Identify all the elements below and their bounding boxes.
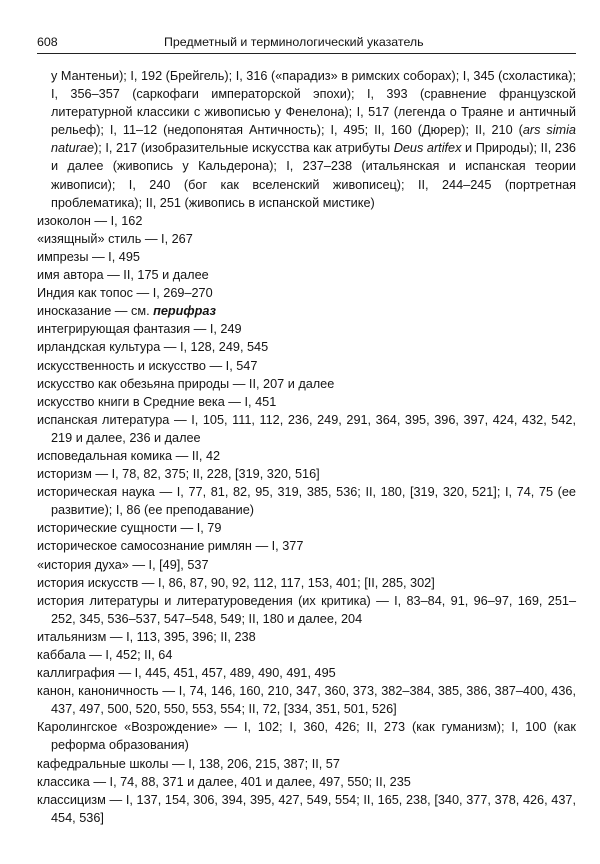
entry-text: испанская литература — I, 105, 111, 112, 236, 249, 291, 364, 395, 396, 397, 424, 432, 542, 219 и далее, 236 и далее: [37, 412, 576, 445]
index-entry-izyashchny-stil: [37, 230, 576, 248]
entry-text: история литературы и литературоведения (их критика) — I, 83–84, 91, 96–97, 169, 251–252, 345, 536–537, 547–548, 549; II, 180 и далее, 204: [37, 593, 576, 626]
entry-text: искусство книги в Средние века — I, 451: [37, 394, 277, 409]
entry-text: искусство как обезьяна природы — II, 207 и далее: [37, 376, 335, 391]
index-entry-istoriya-literatury: [37, 592, 576, 628]
entry-text: исторические сущности — I, 79: [37, 521, 222, 536]
entry-text: у Мантеньи); I, 192 (Брейгель); I, 316 («парадиз» в римских соборах); I, 345 (схоластика); I, 356–357 (саркофаги императорской эпохи); I, 393 (сравнение французской литературной классики с живописью у Фенелона); I, 517 (легенда о Траяне и античный рельеф); I, 11–12 (недопонятая Античность); I, 495; II, 160 (Дюрер); II, 210 (: [51, 69, 576, 138]
page-number: 608: [37, 35, 58, 49]
entry-text: Каролингское «Возрождение» — I, 102; I, 360, 426; II, 273 (как гуманизм); I, 100 (как реформа образования): [37, 720, 576, 753]
index-entry-samosoznanie: [37, 537, 576, 555]
entry-italic-term: Deus artifex: [393, 141, 462, 156]
index-entry-kalligrafiya: [37, 664, 576, 682]
entry-text: Индия как топос — I, 269–270: [37, 286, 213, 301]
entry-text: канон, каноничность — I, 74, 146, 160, 210, 347, 360, 373, 382–384, 385, 386, 387–400, 436, 437, 497, 500, 520, 550, 553, 554; II, 72, [334, 351, 501, 526]: [37, 684, 576, 717]
entry-text: кафедральные школы — I, 138, 206, 215, 387; II, 57: [37, 756, 340, 771]
index-entry-iskusstvennost: [37, 357, 576, 375]
index-entry-izokolon: [37, 212, 576, 230]
entry-text: историческое самосознание римлян — I, 377: [37, 539, 304, 554]
index-entry-obezyana: [37, 375, 576, 393]
index-entry-italyanizm: [37, 628, 576, 646]
index-entries: [37, 67, 576, 827]
entry-text: «история духа» — I, [49], 537: [37, 557, 209, 572]
entry-text: классицизм — I, 137, 154, 306, 394, 395, 427, 549, 554; II, 165, 238, [340, 377, 378, 426, 437, 454, 536]: [37, 792, 576, 825]
entry-text: «изящный» стиль — I, 267: [37, 231, 193, 246]
index-entry-imya-avtora: [37, 266, 576, 284]
index-entry-kanon: [37, 682, 576, 718]
entry-text: история искусств — I, 86, 87, 90, 92, 112, 117, 153, 401; [II, 285, 302]: [37, 575, 435, 590]
index-entry-imprezy: [37, 248, 576, 266]
index-entry-iskusstvo-knigi: [37, 393, 576, 411]
entry-text: исповедальная комика — II, 42: [37, 448, 221, 463]
index-entry-integriruyushchaya: [37, 320, 576, 338]
index-entry-irlandskaya: [37, 338, 576, 356]
header-rule: [37, 53, 576, 54]
entry-text: каллиграфия — I, 445, 451, 457, 489, 490, 491, 495: [37, 666, 336, 681]
index-entry-istoricheskie-sushchnosti: [37, 519, 576, 537]
entry-text: иносказание — см.: [37, 304, 154, 319]
index-entry-kabbala: [37, 646, 576, 664]
entry-text: изоколон — I, 162: [37, 213, 143, 228]
running-title: Предметный и терминологический указатель: [164, 35, 424, 49]
entry-text: искусственность и искусство — I, 547: [37, 358, 258, 373]
index-entry-istorizm: [37, 465, 576, 483]
entry-text: историзм — I, 78, 82, 375; II, 228, [319, 320, 516]: [37, 467, 320, 482]
index-entry-klassika: [37, 773, 576, 791]
entry-text: классика — I, 74, 88, 371 и далее, 401 и далее, 497, 550; II, 235: [37, 774, 411, 789]
entry-text: имя автора — II, 175 и далее: [37, 268, 209, 283]
entry-text: историческая наука — I, 77, 81, 82, 95, 319, 385, 536; II, 180, [319, 320, 521]; I, 74, 75 (ее развитие); I, 86 (ее преподавание): [37, 485, 576, 518]
index-entry-inoskazanie: [37, 302, 576, 320]
entry-text: ирландская культура — I, 128, 249, 545: [37, 340, 269, 355]
entry-text: каббала — I, 452; II, 64: [37, 648, 173, 662]
entry-italic-term: перифраз: [153, 304, 216, 319]
entry-text: импрезы — I, 495: [37, 249, 140, 264]
entry-italic-term: ars simia naturae: [51, 123, 576, 156]
index-entry-continuation: [37, 67, 576, 212]
entry-text: итальянизм — I, 113, 395, 396; II, 238: [37, 629, 256, 644]
index-entry-ispovedalnaya: [37, 447, 576, 465]
entry-text: ); I, 217 (изобразительные искусства как атрибуты: [94, 141, 394, 156]
index-entry-istoriya-dukha: [37, 556, 576, 574]
entry-text: и Природы); II, 236 и далее (живопись у Кальдерона); I, 237–238 (итальянская и испанская теории живописи); I, 240 (бог как вселенский живописец); II, 244–245 (портретная проблематика); II, 251 (живопись в испанской мистике): [51, 141, 576, 210]
index-entry-klassitsizm: [37, 791, 576, 827]
running-head: [37, 33, 576, 51]
index-entry-istoriya-iskusstv: [37, 574, 576, 592]
index-entry-indiya: [37, 284, 576, 302]
index-entry-karolingskoe: [37, 718, 576, 754]
index-entry-istoricheskaya-nauka: [37, 483, 576, 519]
index-entry-kafedralnye: [37, 755, 576, 773]
entry-text: интегрирующая фантазия — I, 249: [37, 322, 242, 337]
index-entry-ispanskaya-literatura: [37, 411, 576, 447]
